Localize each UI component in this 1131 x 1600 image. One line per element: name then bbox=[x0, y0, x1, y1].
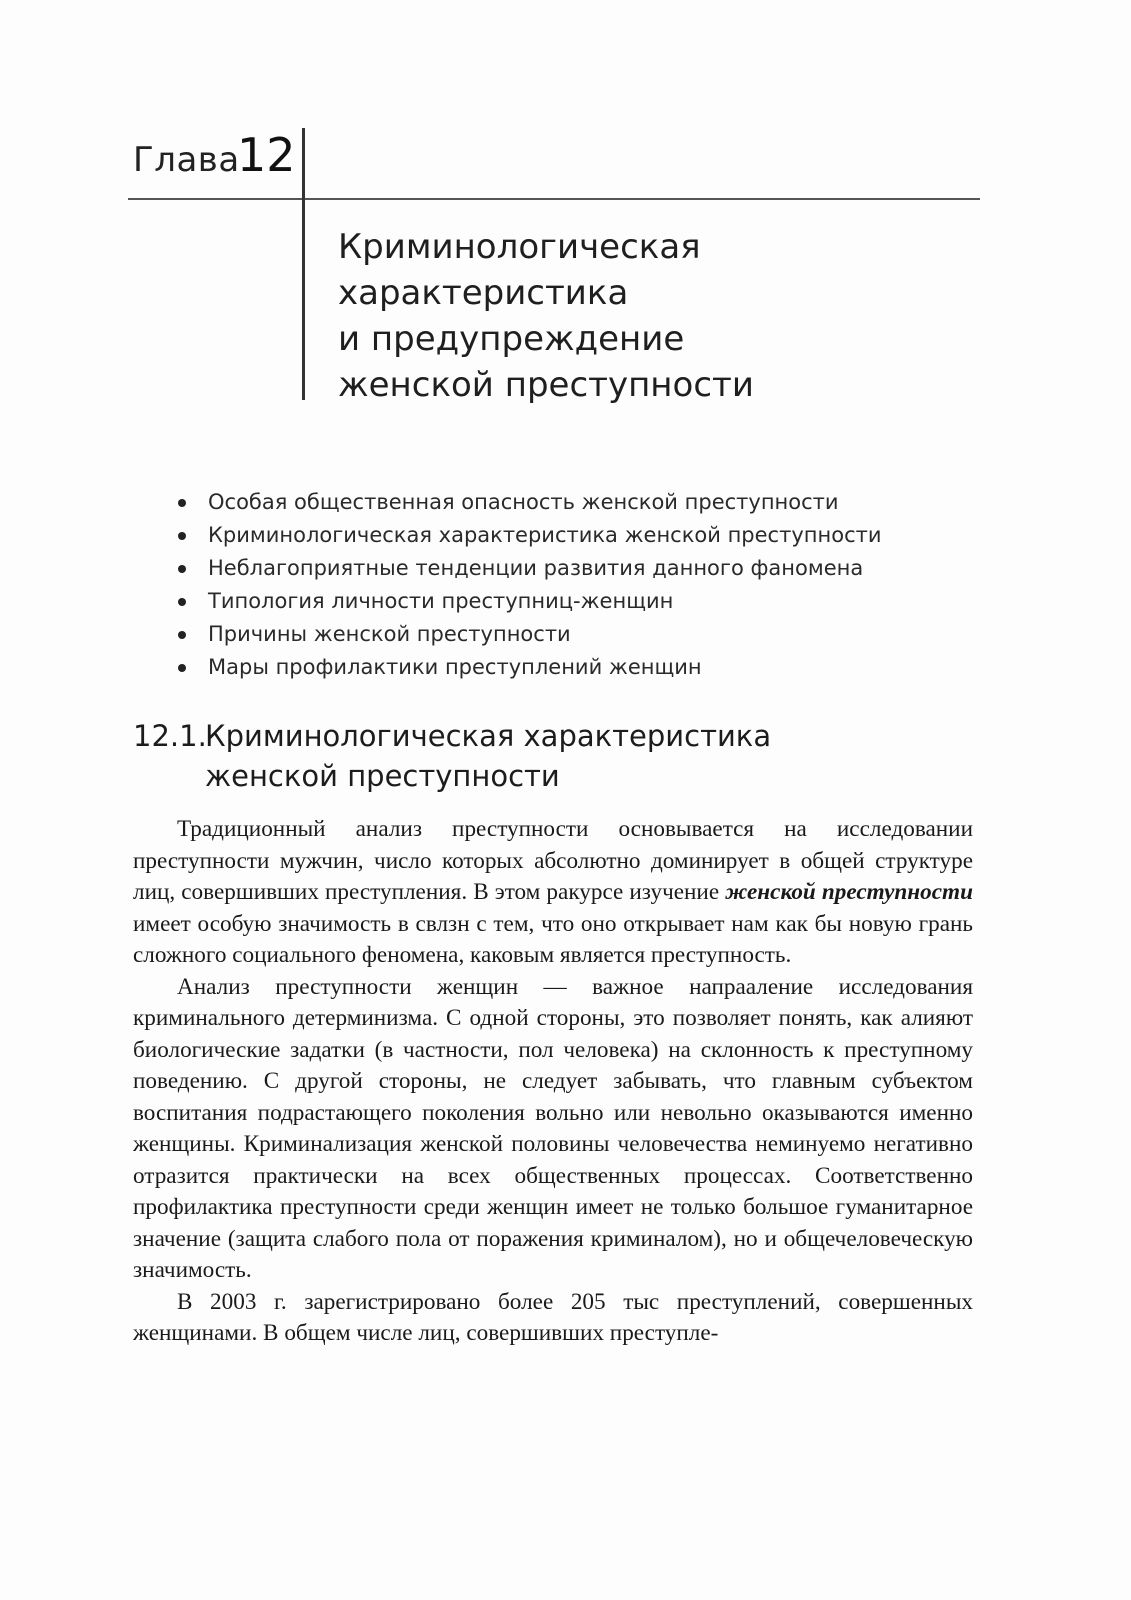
topic-text: Неблагоприятные тенденции развития данного фаномена bbox=[208, 556, 864, 580]
topic-item bbox=[178, 618, 978, 651]
chapter-topics-list bbox=[178, 486, 978, 684]
bullet-icon bbox=[178, 631, 186, 639]
topic-item bbox=[178, 651, 978, 684]
chapter-title-line: женской преступности bbox=[338, 365, 754, 405]
chapter-title bbox=[338, 224, 958, 408]
bullet-icon bbox=[178, 598, 186, 606]
topic-text: Мары профилактики преступлений женщин bbox=[208, 655, 702, 679]
paragraph: В 2003 г. зарегистрировано более 205 тыс преступлений, совершенных женщинами. В общем числе лиц, совершивших преступле- bbox=[133, 1288, 973, 1346]
emphasized-term: женской преступности bbox=[725, 879, 973, 905]
paragraph: Анализ преступности женщин — важное напрааление исследования криминального детерминизма. С одной стороны, это позволяет понять, как алияют биологические задатки (в частности, пол человека) на склонность к преступному поведению. С другой стороны, не следует забывать, что главным субъектом воспитания подрастающего поколения вольно или невольно оказываются именно женщины. Криминализация женской половины человечества неминуемо негативно отразится практически на всех общественных процессах. Соответственно профилактика преступности среди женщин имеет не только большое гуманитарное значение (защита слабого пола от поражения криминалом), но и общечеловеческую значимость. bbox=[133, 973, 973, 1283]
bullet-icon bbox=[178, 532, 186, 540]
paragraph-text: имеет особую значимость в свлзн с тем, что оно открывает нам как бы новую грань сложного социального феномена, каковым является преступность. bbox=[133, 910, 973, 968]
section-title-line: женской преступности bbox=[205, 759, 560, 793]
topic-text: Причины женской преступности bbox=[208, 622, 571, 646]
bullet-icon bbox=[178, 499, 186, 507]
topic-text: Типология личности преступниц-женщин bbox=[208, 589, 674, 613]
section-title-line: Криминологическая характеристика bbox=[205, 719, 772, 753]
topic-item bbox=[178, 486, 978, 519]
section-number: 12.1. bbox=[133, 719, 207, 753]
paragraph-text: Традиционный анализ преступности основывается на исследовании преступности мужчин, число которых абсолютно доминирует в общей структуре лиц, совершивших преступления. В этом ракурсе изучение bbox=[133, 816, 973, 905]
topic-item bbox=[178, 519, 978, 552]
chapter-vertical-rule bbox=[302, 128, 305, 400]
topic-text: Криминологическая характеристика женской преступности bbox=[208, 523, 882, 547]
chapter-number: 12 bbox=[237, 128, 296, 182]
bullet-icon bbox=[178, 565, 186, 573]
chapter-title-line: характеристика bbox=[338, 273, 629, 313]
chapter-title-line: Криминологическая bbox=[338, 227, 701, 267]
chapter-title-line: и предупреждение bbox=[338, 319, 685, 359]
section-heading bbox=[133, 716, 973, 796]
topic-item bbox=[178, 585, 978, 618]
chapter-label: Глава bbox=[133, 140, 240, 180]
body-text bbox=[133, 814, 973, 1350]
chapter-horizontal-rule bbox=[128, 198, 980, 200]
bullet-icon bbox=[178, 664, 186, 672]
paragraph bbox=[133, 814, 973, 972]
topic-item bbox=[178, 552, 978, 585]
topic-text: Особая общественная опасность женской преступности bbox=[208, 490, 839, 514]
